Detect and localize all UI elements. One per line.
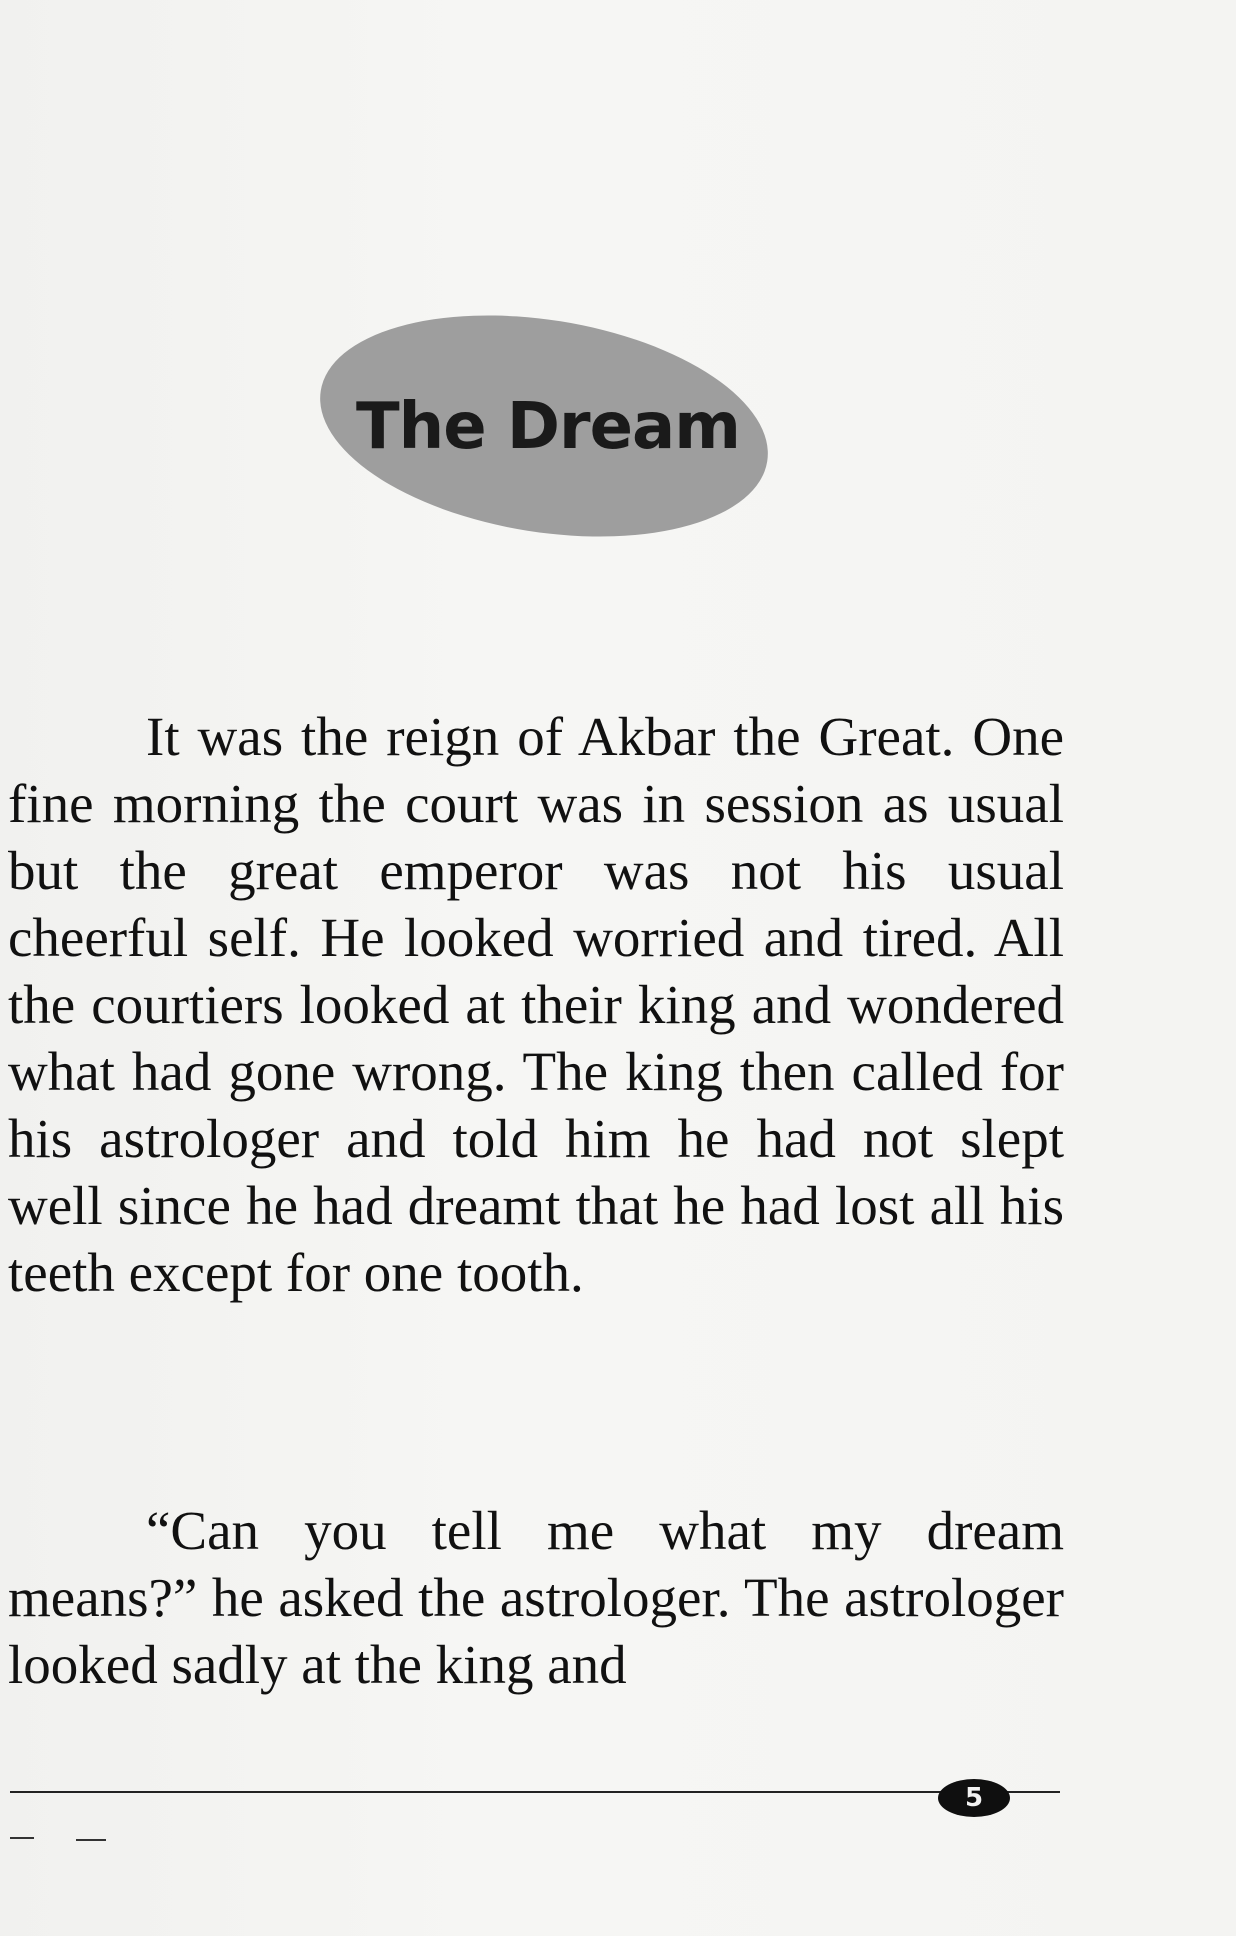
page-number-badge: 5 [938,1779,1010,1817]
paragraph-2 [8,1497,1064,1698]
paragraph-1-text: It was the reign of Akbar the Great. One fine morning the court was in session as usual but the great emperor was not his usual cheerful self. He looked worried and tired. All the courtiers looked at their king and wondered what had gone wrong. The king then called for his astrologer and told him he had not slept well since he had dreamt that he had lost all his teeth except for one tooth. [8,706,1064,1303]
print-mark [10,1837,34,1839]
print-mark [76,1839,106,1841]
paragraph-2-text: “Can you tell me what my dream means?” he asked the astrologer. The astrologer looked sadly at the king and [8,1500,1064,1695]
chapter-title: The Dream [356,390,740,464]
paragraph-1 [8,703,1064,1306]
footer-rule [10,1791,1060,1793]
